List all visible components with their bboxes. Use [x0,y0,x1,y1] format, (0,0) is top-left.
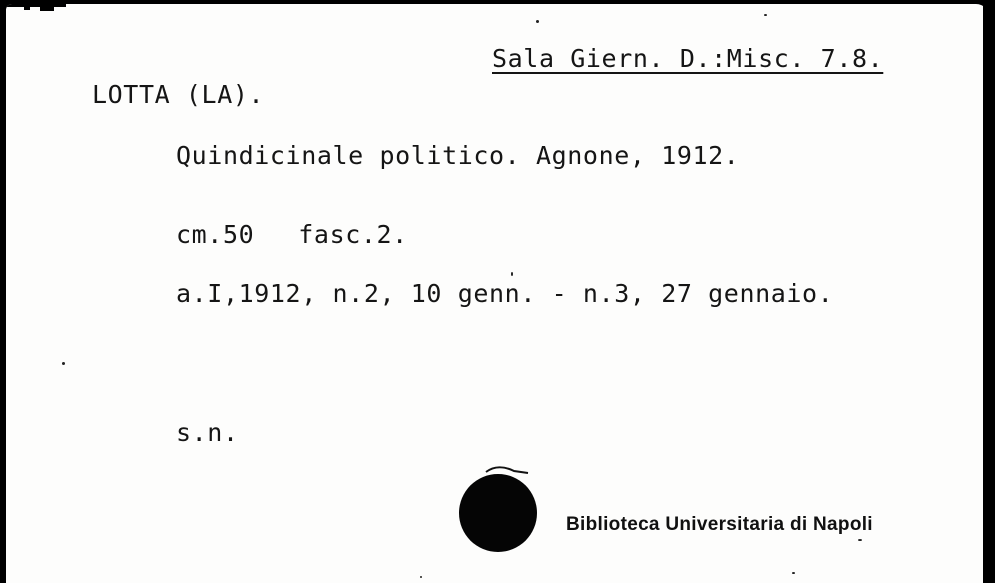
note-line: s.n. [176,418,239,447]
publication-description: Quindicinale politico. Agnone, 1912. [176,141,740,170]
speck [858,539,862,541]
library-stamp-dot-icon [459,474,537,552]
speck [511,272,513,276]
speck [536,20,539,23]
corner-mark-icon [6,4,66,14]
shelfmark: Sala Giern. D.:Misc. 7.8. [492,44,884,73]
holdings-line: a.I,1912, n.2, 10 genn. - n.3, 27 gennaio. [176,279,834,308]
speck [62,362,65,365]
physical-format-line [176,220,408,249]
speck [792,572,795,574]
speck [420,576,422,578]
catalog-card [6,4,990,583]
scan-edge [983,0,995,583]
size-value: cm.50 [176,220,255,249]
fascicles-value: fasc.2. [298,220,408,249]
speck [764,14,767,16]
title-heading: LOTTA (LA). [92,80,265,109]
library-stamp-text: Biblioteca Universitaria di Napoli [566,514,873,535]
